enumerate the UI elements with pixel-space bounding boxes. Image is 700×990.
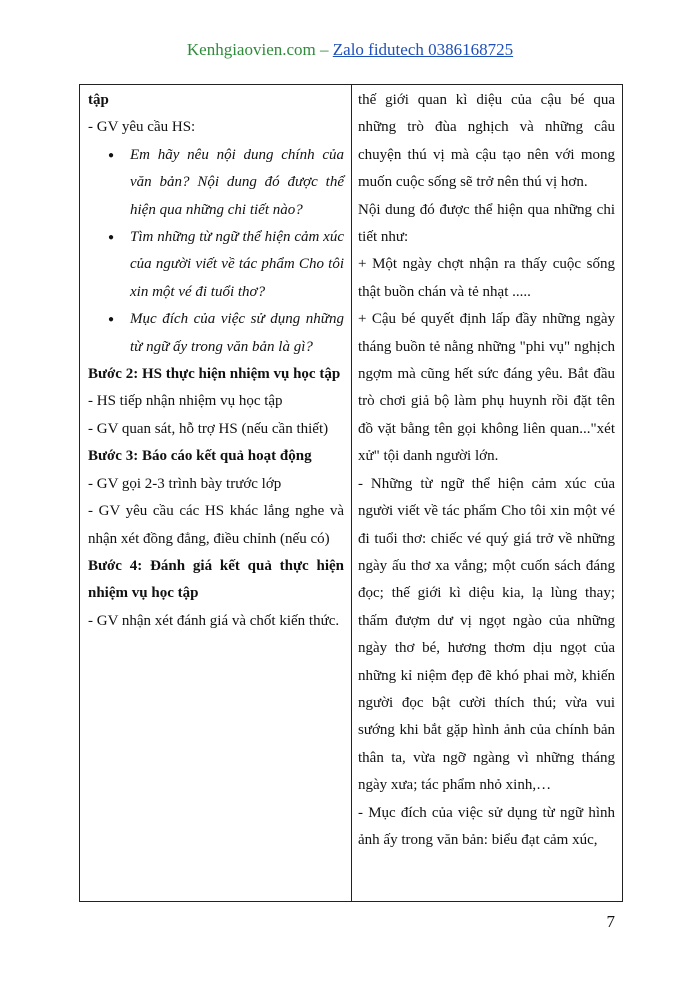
answer-paragraph-3: + Một ngày chợt nhận ra thấy cuộc sống thật buồn chán và tẻ nhạt ..... [358, 256, 615, 300]
teacher-request: - GV yêu cầu HS: [88, 119, 196, 136]
step3-line-1: - GV gọi 2-3 trình bày trước lớp [88, 475, 282, 492]
step2-line-1: - HS tiếp nhận nhiệm vụ học tập [88, 393, 283, 410]
step3-line-2: - GV yêu cầu các HS khác lắng nghe và nhận xét đồng đẳng, điều chỉnh (nếu có) [88, 503, 344, 547]
step2-line-2: - GV quan sát, hỗ trợ HS (nếu cần thiết) [88, 420, 329, 437]
question-bullet-1: ● Em hãy nêu nội dung chính của văn bản? Nội dung đó được thể hiện qua những chi tiết nào? [88, 142, 344, 224]
expected-output-column [352, 85, 622, 901]
step2-title: Bước 2: HS thực hiện nhiệm vụ học tập [88, 366, 341, 383]
step4-line-1: - GV nhận xét đánh giá và chốt kiến thức. [88, 612, 340, 629]
answer-paragraph-2: Nội dung đó được thể hiện qua những chi tiết như: [358, 201, 615, 246]
page-header [0, 40, 700, 60]
zalo-contact-link[interactable]: Zalo fidutech 0386168725 [332, 40, 514, 59]
answer-paragraph-5: - Những từ ngữ thể hiện cảm xúc của người viết về tác phẩm Cho tôi xin một vé đi tuổi thơ: chiếc vé quý giá trở về những ngày ấu thơ xa vắng; một cuốn sách đáng đọc; thế giới kì diệu kia, lạ lùng thay; thấm đượm dư vị ngọt ngào của những ngày thơ bé, hương thơm dịu ngọt của những kỉ niệm đẹp đẽ khó phai mờ, khiến người đọc bật cười thích thú; vừa vui sướng khi bắt gặp hình ảnh của chính bản thân ta, vừa ngỡ ngàng vì những tháng ngày xưa; tác phẩm nhỏ xinh,… [358, 475, 615, 794]
step3-title: Bước 3: Báo cáo kết quả hoạt động [88, 448, 312, 465]
answer-paragraph-4: + Cậu bé quyết định lấp đầy những ngày tháng buồn tẻ nằng những "phi vụ" nghịch ngợm mà cũng hết sức đáng yêu. Bắt đầu trò chơi giả bộ làm phụ huynh rồi đặt tên đồ vặt bằng tên gọi không liên quan..."xét xử" tội danh người lớn. [358, 311, 615, 465]
page-number: 7 [606, 912, 615, 931]
question-bullet-2: ● Tìm những từ ngữ thể hiện cảm xúc của người viết về tác phẩm Cho tôi xin một vé đi tuổi thơ? [88, 224, 344, 306]
step4-title: Bước 4: Đánh giá kết quả thực hiện nhiệm vụ học tập [88, 557, 344, 602]
activity-column [80, 85, 352, 901]
answer-paragraph-1: thế giới quan kì diệu của cậu bé qua những trò đùa nghịch và những câu chuyện thú vị mà cậu tạo nên với mong muốn cuộc sống sẽ trở nên thú vị hơn. [358, 92, 615, 191]
continued-word: tập [88, 92, 109, 108]
site-name: Kenhgiaovien.com [186, 40, 316, 59]
header-separator: – [315, 40, 333, 59]
answer-paragraph-6: - Mục đích của việc sử dụng từ ngữ hình ảnh ấy trong văn bản: biểu đạt cảm xúc, [358, 804, 615, 848]
question-bullet-3: ● Mục đích của việc sử dụng những từ ngữ ấy trong văn bản là gì? [88, 306, 344, 361]
lesson-table [79, 84, 623, 902]
